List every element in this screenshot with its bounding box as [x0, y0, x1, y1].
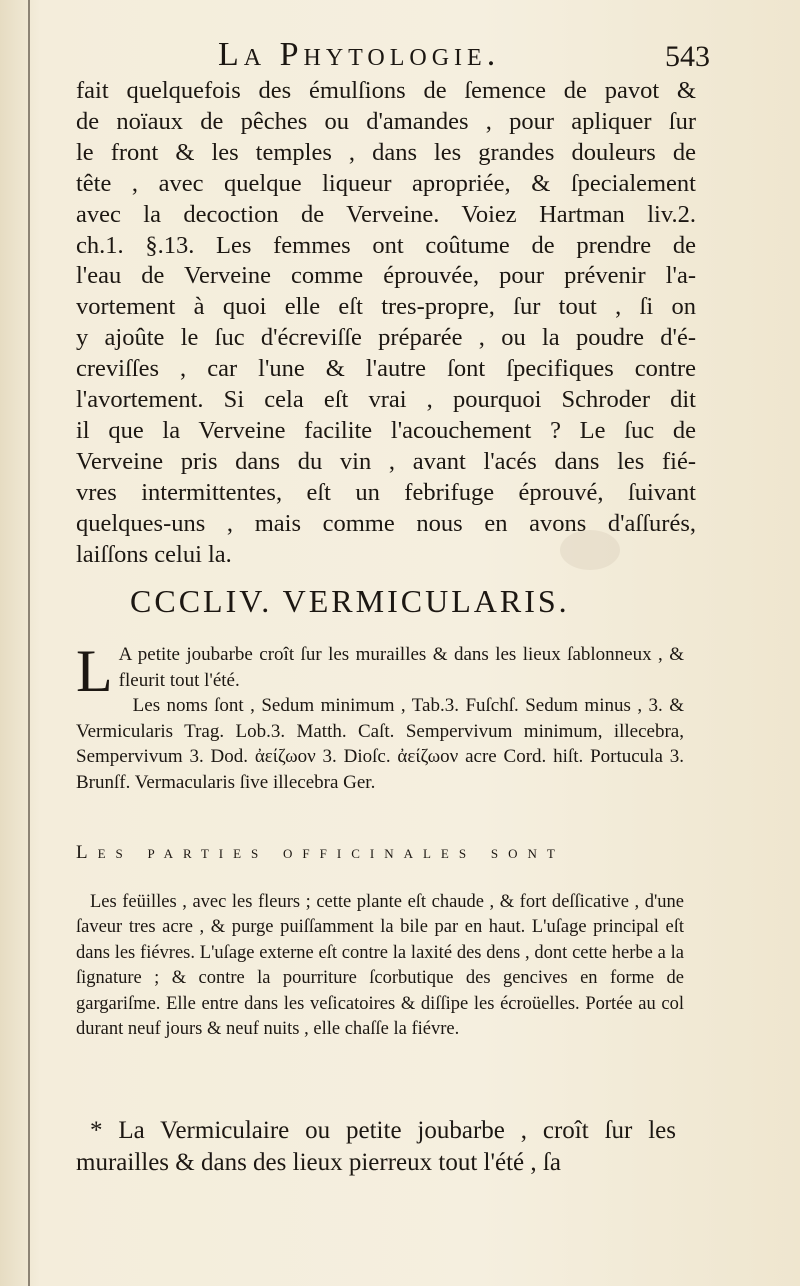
text-line: laiſſons celui la.: [76, 540, 232, 568]
text-line: quelques-uns , mais comme nous en avons d'aſſurés,: [76, 509, 696, 537]
page-header: [78, 36, 710, 76]
entry-intro: A petite joubarbe croît ſur les murailles & dans les lieux ſablonneux , & fleurit tout l'été.: [118, 644, 684, 691]
footnote-text: * La Vermiculaire ou petite joubarbe , croît ſur les murailles & dans des lieux pierreux tout l'été , ſa: [76, 1117, 676, 1176]
text-line: creviſſes , car l'une & l'autre ſont ſpecifiques contre: [76, 355, 696, 383]
usage-text: Les feüilles , avec les fleurs ; cette plante eſt chaude , & fort deſſicative , d'une ſaveur tres acre , & purge puiſſamment la bile par en haut. L'uſage principal eſt dans les fiévres. L'uſage externe eſt contre la laxité des dens , dont cette herbe a la ſignature ; & contre la pourriture ſcorbutique des gencives en forme de gargariſme. Elle entre dans les veſicatoires & diſſipe les écroüelles. Portée au col durant neuf jours & neuf nuits , elle chaſſe la fiévre.: [76, 892, 684, 1040]
text-line: vres intermittentes, eſt un febrifuge éprouvé, ſuivant: [76, 478, 696, 506]
entry-synonyms: Les noms ſont , Sedum minimum , Tab.3. Fuſchſ. Sedum minus , 3. & Vermicularis Trag. Lob.3. Matth. Caſt. Sempervivum minimum, illecebra, Sempervivum 3. Dod. ἀείζωον 3. Dioſc. ἀείζωον acre Cord. hiſt. Portucula 3. Brunſf. Vermacularis ſive illecebra Ger.: [76, 695, 684, 793]
text-line: de noïaux de pêches ou d'amandes , pour apliquer ſur: [76, 107, 696, 135]
page-number: 543: [665, 40, 710, 73]
text-line: tête , avec quelque liqueur apropriée, & ſpecialement: [76, 169, 696, 197]
text-line: avec la decoction de Verveine. Voiez Hartman liv.2.: [76, 200, 696, 228]
footnote-paragraph: [76, 1115, 676, 1179]
text-line: l'avortement. Si cela eſt vrai , pourquoi Schroder dit: [76, 386, 696, 414]
section-title: CCCLIV. VERMICULARIS.: [130, 583, 570, 619]
officinal-parts-heading: Les parties officinales sont: [76, 842, 565, 863]
drop-cap: L: [76, 638, 113, 704]
running-title: La Phytologie.: [218, 36, 501, 73]
text-line: le front & les temples , dans les grandes douleurs de: [76, 138, 696, 166]
paragraph-verveine: [76, 76, 696, 571]
entry-vermicularis: [76, 638, 684, 795]
text-line: l'eau de Verveine comme éprouvée, pour prévenir l'a-: [76, 262, 696, 290]
text-line: il que la Verveine facilite l'acouchement ? Le ſuc de: [76, 416, 696, 444]
text-line: Verveine pris dans du vin , avant l'acés dans les fié-: [76, 447, 696, 475]
usage-paragraph: [76, 890, 684, 1042]
text-line: ch.1. §.13. Les femmes ont coûtume de prendre de: [76, 231, 696, 259]
text-line: y ajoûte le ſuc d'écreviſſe préparée , ou la poudre d'é-: [76, 324, 696, 352]
text-line: vortement à quoi elle eſt tres-propre, ſur tout , ſi on: [76, 293, 696, 321]
page-binding-edge: [28, 0, 30, 1286]
text-line: fait quelquefois des émulſions de ſemence de pavot &: [76, 77, 696, 104]
